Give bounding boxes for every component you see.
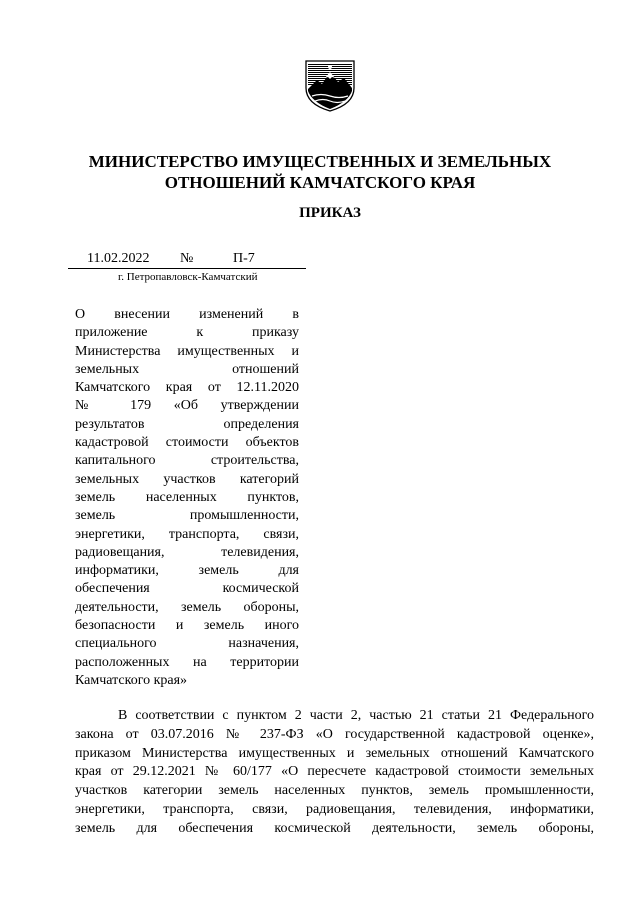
body-line: участков категории земель населенных пунктов, земель промышленности, xyxy=(75,783,594,799)
ministry-name-line1: МИНИСТЕРСТВО ИМУЩЕСТВЕННЫХ И ЗЕМЕЛЬНЫХ xyxy=(88,152,552,171)
title-line: земельных отношений xyxy=(75,361,299,377)
title-line: земельных участков категорий xyxy=(75,471,299,487)
order-date: 11.02.2022 xyxy=(87,251,150,266)
title-line: кадастровой стоимости объектов xyxy=(75,435,299,451)
order-title xyxy=(75,306,299,690)
title-line: земель промышленности, xyxy=(75,508,299,524)
title-line: радиовещания, телевидения, xyxy=(75,544,299,560)
title-line: обеспечения космической xyxy=(75,581,299,597)
ministry-name-line2: ОТНОШЕНИЙ КАМЧАТСКОГО КРАЯ xyxy=(164,173,476,192)
title-line: безопасности и земель иного xyxy=(75,618,299,634)
date-number-underline xyxy=(68,268,306,269)
body-line: земель для обеспечения космической деятельности, земель обороны, xyxy=(75,820,594,836)
ministry-name xyxy=(60,151,580,193)
order-body xyxy=(75,707,594,839)
title-line: расположенных на территории xyxy=(75,654,299,670)
title-line: земель населенных пунктов, xyxy=(75,489,299,505)
body-line: приказом Министерства имущественных и земельных отношений Камчатского xyxy=(75,745,594,761)
document-type: ПРИКАЗ xyxy=(299,205,361,221)
order-number: П-7 xyxy=(233,251,255,266)
title-line: Камчатского края от 12.11.2020 xyxy=(75,380,299,396)
title-line: приложение к приказу xyxy=(75,325,299,341)
body-line: закона от 03.07.2016 № 237-ФЗ «О государственной кадастровой оценке», xyxy=(75,726,594,742)
title-line: специального назначения, xyxy=(75,636,299,652)
body-line: энергетики, транспорта, связи, радиовещания, телевидения, информатики, xyxy=(75,801,594,817)
coat-of-arms-icon xyxy=(303,58,357,112)
title-line: энергетики, транспорта, связи, xyxy=(75,526,299,542)
title-line: результатов определения xyxy=(75,416,299,432)
title-line: Министерства имущественных и xyxy=(75,343,299,359)
body-line: В соответствии с пунктом 2 части 2, частью 21 статьи 21 Федерального xyxy=(118,708,594,723)
title-line: информатики, земель для xyxy=(75,563,299,579)
title-line: капитального строительства, xyxy=(75,453,299,469)
title-line: деятельности, земель обороны, xyxy=(75,599,299,615)
body-line: края от 29.12.2021 № 60/177 «О пересчете кадастровой стоимости земельных xyxy=(75,764,594,780)
title-line: № 179 «Об утверждении xyxy=(75,398,299,414)
place-of-issue: г. Петропавловск-Камчатский xyxy=(118,271,258,283)
number-sign: № xyxy=(180,251,194,266)
title-line: О внесении изменений в xyxy=(75,307,299,322)
title-line: Камчатского края» xyxy=(75,672,188,688)
